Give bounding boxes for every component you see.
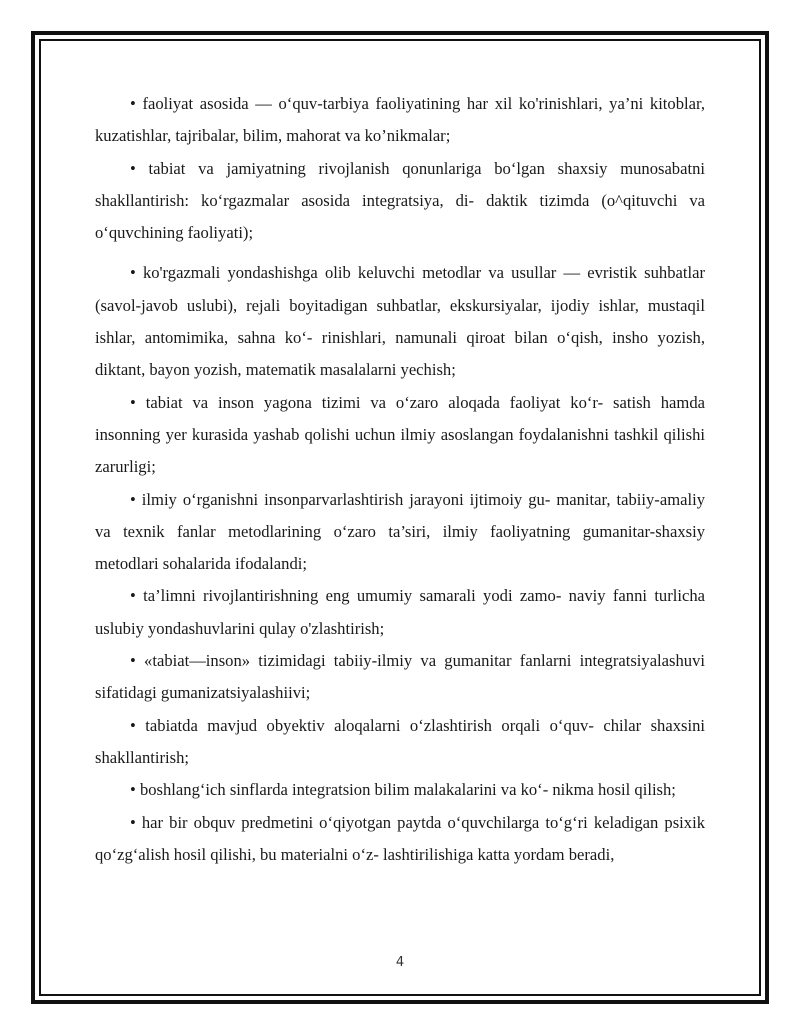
document-body bbox=[95, 88, 705, 871]
paragraph: • har bir obquv predmetini o‘qiyotgan paytda o‘quvchilarga to‘g‘ri keladigan psixik qo‘zg‘alish hosil qilishi, bu materialni o‘z- lashtirilishiga katta yordam beradi, bbox=[95, 812, 705, 864]
paragraph: • ilmiy o‘rganishni insonparvarlashtirish jarayoni ijtimoiy gu- manitar, tabiiy-amaliy va texnik fanlar metodlarining o‘zaro ta’siri, ilmiy faoliyatning gumanitar-shaxsiy metodlari sohalarida ifodalandi; bbox=[95, 489, 705, 574]
paragraph: • tabiatda mavjud obyektiv aloqalarni o‘zlashtirish orqali o‘quv- chilar shaxsini shakllantirish; bbox=[95, 715, 705, 767]
paragraph: • faoliyat asosida — o‘quv-tarbiya faoliyatining har xil ko'rinishlari, ya’ni kitoblar, kuzatishlar, tajribalar, bilim, mahorat va ko’nikmalar; bbox=[95, 94, 705, 146]
paragraph: • tabiat va jamiyatning rivojlanish qonunlariga bo‘lgan shaxsiy munosabatni shakllantirish: ko‘rgazmalar asosida integratsiya, di- daktik tizimda (o^qituvchi va o‘quvchining faoliyati); bbox=[95, 158, 705, 243]
paragraph: • «tabiat—inson» tizimidagi tabiiy-ilmiy va gumanitar fanlarni integratsiyalashuvi sifatidagi gumanizatsiyalashiivi; bbox=[95, 651, 705, 703]
paragraph: • ta’limni rivojlantirishning eng umumiy samarali yodi zamo- naviy fanni turlicha uslubiy yondashuvlarini qulay o'zlashtirish; bbox=[95, 586, 705, 638]
paragraph: • ko'rgazmali yondashishga olib keluvchi metodlar va usullar — evristik suhbatlar (savol-javob uslubi), rejali boyitadigan suhbatlar, ekskursiyalar, ijodiy ishlar, mustaqil ishlar, antomimika, sahna ko‘- rinishlari, namunali qiroat bilan o‘qish, insho yozish, diktant, bayon yozish, matematik masalalarni yechish; bbox=[95, 263, 705, 380]
page-number: 4 bbox=[395, 955, 405, 970]
paragraph: • boshlang‘ich sinflarda integratsion bilim malakalarini va ko‘- nikma hosil qilish; bbox=[130, 780, 676, 800]
paragraph: • tabiat va inson yagona tizimi va o‘zaro aloqada faoliyat ko‘r- satish hamda insonning yer kurasida yashab qolishi uchun ilmiy asoslangan foydalanishni tashkil qilishi zarurligi; bbox=[95, 392, 705, 477]
